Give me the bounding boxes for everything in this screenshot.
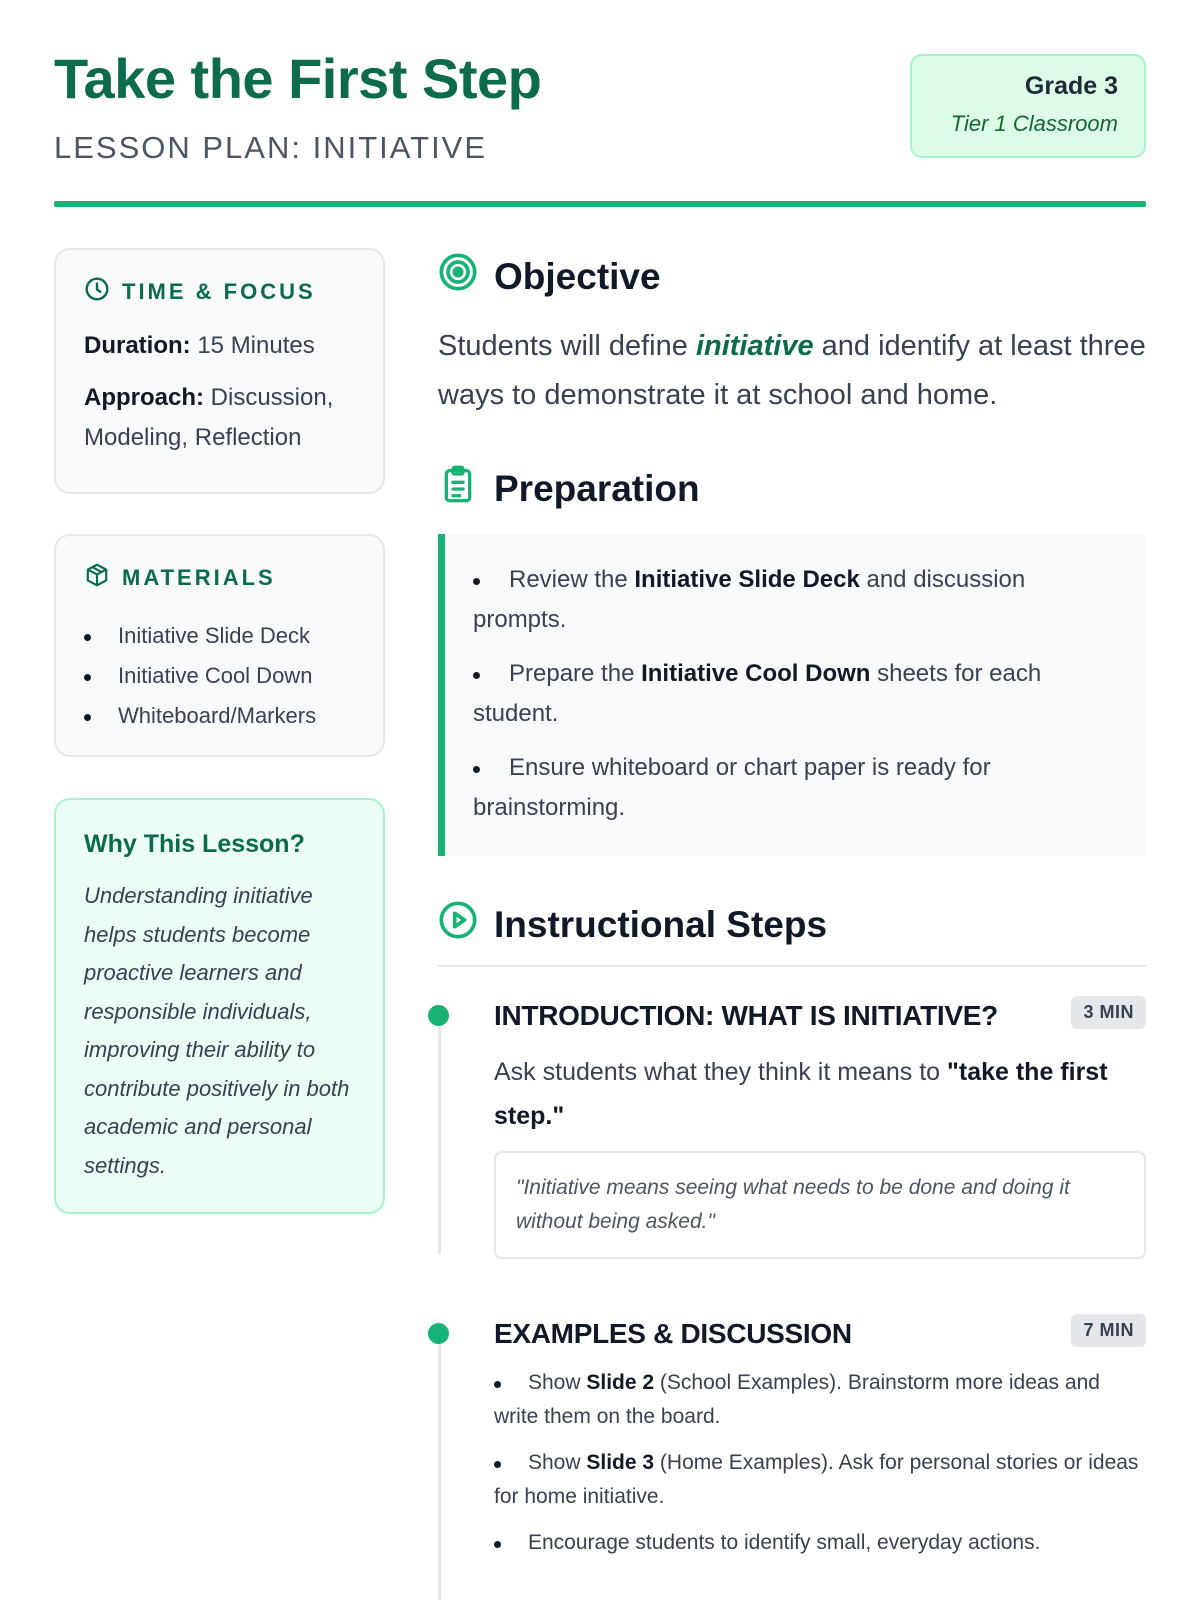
target-icon bbox=[438, 252, 478, 301]
materials-heading bbox=[84, 562, 355, 594]
timeline-dot bbox=[428, 1005, 449, 1026]
preparation-item bbox=[473, 748, 1118, 828]
preparation-item bbox=[473, 654, 1118, 734]
objective-text-end: and identify at least three ways to demonstrate it at school and home. bbox=[438, 330, 1146, 411]
materials-item: Whiteboard/Markers bbox=[84, 696, 355, 736]
prep-text: Ensure whiteboard or chart paper is ready for brainstorming. bbox=[473, 754, 991, 821]
step-bullet bbox=[494, 1446, 1146, 1514]
grade-badge bbox=[910, 54, 1146, 158]
time-focus-card bbox=[54, 248, 385, 494]
page-subtitle: LESSON PLAN: INITIATIVE bbox=[54, 130, 488, 165]
materials-title: MATERIALS bbox=[122, 565, 276, 590]
preparation-title: Preparation bbox=[494, 467, 700, 509]
duration-label: Duration: bbox=[84, 332, 191, 359]
step-title: INTRODUCTION: WHAT IS INITIATIVE? bbox=[494, 1000, 998, 1031]
step-title: EXAMPLES & DISCUSSION bbox=[494, 1318, 852, 1349]
materials-list bbox=[84, 616, 355, 736]
grade-label: Grade 3 bbox=[1024, 72, 1118, 100]
page-header bbox=[54, 0, 1146, 208]
step-bullet-list bbox=[494, 1366, 1146, 1572]
prep-text: Prepare the bbox=[509, 660, 642, 687]
step-bullet-text: Encourage students to identify small, everyday actions. bbox=[528, 1531, 1041, 1554]
step-bullet-text: Show bbox=[528, 1371, 587, 1394]
duration-value: 15 Minutes bbox=[197, 332, 315, 359]
clipboard-icon bbox=[438, 464, 478, 513]
approach-value: Discussion, Modeling, Reflection bbox=[84, 384, 334, 451]
box-icon bbox=[84, 562, 110, 594]
objective-text bbox=[438, 322, 1146, 420]
approach-label: Approach: bbox=[84, 384, 204, 411]
objective-emphasis: initiative bbox=[695, 330, 814, 362]
why-lesson-card bbox=[54, 798, 385, 1214]
step-bullet-text: (Home Examples). Ask for personal stories or ideas for home initiative. bbox=[494, 1451, 1139, 1508]
materials-card bbox=[54, 534, 385, 757]
step-bullet-text: Show bbox=[528, 1451, 587, 1474]
materials-item: Initiative Cool Down bbox=[84, 656, 355, 696]
objective-heading bbox=[438, 252, 661, 301]
preparation-heading bbox=[438, 464, 700, 513]
duration-line bbox=[84, 326, 355, 366]
prep-bold: Initiative Cool Down bbox=[641, 660, 871, 687]
approach-line bbox=[84, 378, 355, 458]
steps-title: Instructional Steps bbox=[494, 903, 828, 945]
clock-icon bbox=[84, 276, 110, 308]
step-bullet bbox=[494, 1366, 1146, 1434]
page-title: Take the First Step bbox=[54, 47, 542, 110]
objective-text-start: Students will define bbox=[438, 330, 696, 362]
timeline-line bbox=[438, 1016, 441, 1254]
step-time-badge: 3 MIN bbox=[1071, 996, 1146, 1029]
step-time-badge: 7 MIN bbox=[1071, 1314, 1146, 1347]
definition-quote: "Initiative means seeing what needs to be done and doing it without being asked." bbox=[494, 1151, 1146, 1259]
materials-item: Initiative Slide Deck bbox=[84, 616, 355, 656]
steps-heading bbox=[438, 900, 827, 949]
step-bullet bbox=[494, 1526, 1146, 1560]
objective-title: Objective bbox=[494, 255, 661, 297]
steps-divider bbox=[438, 965, 1146, 967]
time-focus-heading bbox=[84, 276, 355, 308]
time-focus-title: TIME & FOCUS bbox=[122, 279, 316, 304]
prep-text: sheets for each student. bbox=[473, 660, 1042, 727]
why-lesson-heading: Why This Lesson? bbox=[84, 830, 305, 858]
step-text-bold: "take the first step." bbox=[494, 1058, 1108, 1130]
timeline-dot bbox=[428, 1323, 449, 1344]
preparation-item bbox=[473, 560, 1118, 640]
preparation-list bbox=[473, 560, 1118, 828]
timeline-line bbox=[438, 1334, 441, 1600]
step-bullet-bold: Slide 3 bbox=[586, 1451, 655, 1474]
step-bullet-bold: Slide 2 bbox=[586, 1371, 655, 1394]
play-circle-icon bbox=[438, 900, 478, 949]
preparation-box bbox=[438, 534, 1146, 856]
prep-text: Review the bbox=[509, 566, 635, 593]
tier-label: Tier 1 Classroom bbox=[950, 111, 1118, 136]
header-divider bbox=[54, 201, 1146, 207]
why-lesson-text: Understanding initiative helps students become proactive learners and responsible individuals, improving their ability to contribute positively in both academic and personal settings. bbox=[84, 883, 350, 1178]
step-bullet-text: (School Examples). Brainstorm more ideas and write them on the board. bbox=[494, 1371, 1100, 1428]
step-text bbox=[494, 1050, 1146, 1138]
prep-text: and discussion prompts. bbox=[473, 566, 1026, 633]
step-text-start: Ask students what they think it means to bbox=[494, 1058, 948, 1086]
prep-bold: Initiative Slide Deck bbox=[634, 566, 860, 593]
